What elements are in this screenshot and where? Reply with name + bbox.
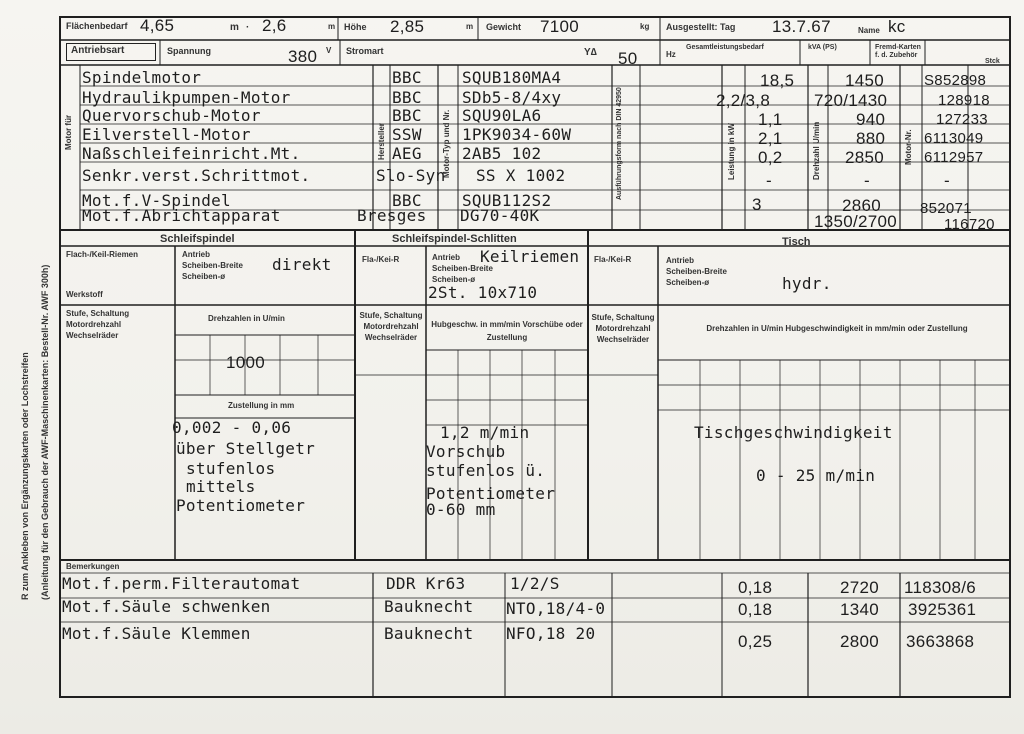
motor-type: SQUB180MA4 — [462, 68, 562, 87]
bem-type: NTO,18/4-0 — [506, 599, 606, 618]
leistung-label: Leistung in kW — [727, 123, 736, 180]
bem-rpm: 2720 — [840, 578, 880, 597]
tisch-drehzahl-label: Drehzahlen in U/min Hubgeschwindigkeit in mm/min oder Zustellung — [706, 324, 968, 333]
bem-rpm: 2800 — [840, 632, 880, 651]
name-label: Name — [858, 26, 880, 35]
schlitten-stufe-label: Stufe, Schaltung Motordrehzahl Wechselräder — [359, 311, 423, 342]
schlitten-hub-label: Hubgeschw. in mm/min Vorschübe oder Zustellung — [431, 320, 583, 342]
bem-name: Mot.f.Säule schwenken — [62, 597, 271, 616]
motor-maker: Slo-Syn — [376, 166, 446, 185]
hz-label: Hz — [666, 50, 676, 59]
hub-line: stufenlos ü. — [426, 461, 546, 480]
m-unit-2: m — [328, 22, 336, 31]
motor-maker: Bresges — [357, 206, 427, 225]
motor-nr: 128918 — [938, 92, 990, 109]
motor-type: SQUB112S2 — [462, 191, 552, 210]
gewicht-value: 7100 — [540, 17, 580, 36]
hoehe-value: 2,85 — [390, 17, 425, 36]
motor-power: 18,5 — [760, 71, 795, 90]
spindel-stufe-label: Stufe, Schaltung Motordrehzahl Wechselräder — [66, 309, 130, 340]
motor-name: Eilverstell-Motor — [82, 125, 251, 144]
section-schlitten: Schleifspindel-Schlitten — [392, 233, 517, 245]
bem-name: Mot.f.perm.Filterautomat — [62, 574, 301, 593]
spindel-zustellung-label: Zustellung in mm — [228, 401, 295, 410]
kva-label: kVA (PS) — [808, 44, 837, 51]
motor-type: 1PK9034-60W — [462, 125, 572, 144]
motor-power: 3 — [752, 195, 762, 214]
schlitten-breite-value: 2St. 10x710 — [428, 283, 538, 302]
gesamtleistung-label: Gesamtleistungsbedarf — [686, 44, 764, 51]
motor-nr: 116720 — [944, 216, 995, 233]
motor-name: Hydraulikpumpen-Motor — [82, 88, 291, 107]
flaeche-a: 4,65 — [140, 16, 175, 35]
stk-label: Stck — [985, 58, 1000, 65]
bem-type: NFO,18 20 — [506, 624, 596, 643]
motor-rpm: 2850 — [845, 148, 885, 167]
zustellung-line: über Stellgetr — [176, 439, 316, 458]
section-schleifspindel: Schleifspindel — [160, 233, 235, 245]
tisch-antrieb-label: Antrieb — [666, 256, 694, 265]
gewicht-label: Gewicht — [486, 22, 522, 32]
typ-label: Motor-Typ und Nr. — [442, 109, 451, 178]
zustellung-line: Potentiometer — [176, 496, 306, 515]
motor-type: DG70-40K — [460, 206, 540, 225]
motor-power: - — [766, 171, 772, 190]
motor-rpm: 1450 — [845, 71, 885, 90]
initials-value: kc — [888, 17, 906, 36]
schlitten-durchm-label: Scheiben-ø — [432, 275, 476, 284]
m-unit: m — [230, 22, 239, 33]
spindel-antrieb-label: Antrieb — [182, 250, 210, 259]
zustellung-line: stufenlos — [186, 459, 276, 478]
motor-name: Mot.f.Abrichtapparat — [82, 206, 281, 225]
side-text-1: R zum Ankleben von Ergänzungskarten oder Lochstreifen — [20, 352, 30, 600]
antriebsart-label: Antriebsart — [71, 45, 125, 56]
flaeche-b: 2,6 — [262, 16, 287, 35]
motor-nr: 127233 — [936, 111, 988, 128]
schlitten-riemen-label: Fla-/Kei-R — [362, 255, 400, 264]
motor-type: SS X 1002 — [476, 166, 566, 185]
motor-maker: BBC — [392, 68, 422, 87]
kg-unit: kg — [640, 22, 650, 31]
bem-type: 1/2/S — [510, 574, 560, 593]
motor-power: 1,1 — [758, 110, 783, 129]
bem-power: 0,18 — [738, 578, 773, 597]
ausgestellt-label: Ausgestellt: Tag — [666, 22, 736, 32]
bem-name: Mot.f.Säule Klemmen — [62, 624, 251, 643]
motor-maker: BBC — [392, 88, 422, 107]
spindel-drehzahlen-label: Drehzahlen in U/min — [208, 314, 285, 323]
section-tisch: Tisch — [782, 236, 811, 248]
motor-nr: - — [944, 171, 950, 190]
v-unit: V — [326, 46, 332, 55]
bem-nr: 118308/6 — [904, 578, 977, 597]
bem-maker: DDR Kr63 — [386, 574, 466, 593]
tisch-antrieb-value: hydr. — [782, 274, 832, 293]
bem-rpm: 1340 — [840, 600, 880, 619]
motor-name: Mot.f.V-Spindel — [82, 191, 231, 210]
schlitten-antrieb-label: Antrieb — [432, 253, 460, 262]
spindel-antrieb-value: direkt — [272, 255, 332, 274]
schlitten-antrieb-value: Keilriemen — [480, 247, 580, 266]
motor-power: 2,1 — [758, 129, 783, 148]
fremd-label: Fremd-Karten f. d. Zubehör — [875, 44, 921, 59]
flaechenbedarf-label: Flächenbedarf — [66, 21, 128, 31]
hub-line: Potentiometer — [426, 484, 556, 503]
schlitten-breite-label: Scheiben-Breite — [432, 264, 493, 273]
hersteller-label: Hersteller — [377, 123, 386, 160]
spindel-durchm-label: Scheiben-ø — [182, 272, 226, 281]
ausfuehrung-label: Ausführungsform nach DIN 42950 — [616, 87, 623, 200]
tisch-stufe-label: Stufe, Schaltung Motordrehzahl Wechselräder — [591, 313, 655, 344]
bem-nr: 3925361 — [908, 600, 977, 619]
motor-rpm: 940 — [856, 110, 886, 129]
motor-name: Quervorschub-Motor — [82, 106, 261, 125]
motor-type: SDb5-8/4xy — [462, 88, 562, 107]
spindel-drehzahl-value: 1000 — [226, 353, 266, 372]
spannung-label: Spannung — [167, 46, 211, 56]
motor-maker: BBC — [392, 106, 422, 125]
motor-nr-label: Motor-Nr. — [904, 129, 913, 165]
spindel-werkstoff-label: Werkstoff — [66, 290, 103, 299]
motor-power: 2,2/3,8 — [716, 91, 771, 110]
datum-value: 13.7.67 — [772, 17, 831, 36]
stromart-label: Stromart — [346, 46, 384, 56]
motor-type: 2AB5 102 — [462, 144, 542, 163]
tisch-line-1: Tischgeschwindigkeit — [694, 423, 893, 442]
bemerkungen-label: Bemerkungen — [66, 562, 120, 571]
zustellung-line: mittels — [186, 477, 256, 496]
motor-nr: 6112957 — [924, 149, 984, 166]
tisch-durchm-label: Scheiben-ø — [666, 278, 710, 287]
tisch-riemen-label: Fla-/Kei-R — [594, 255, 632, 264]
tisch-line-2: 0 - 25 m/min — [756, 466, 876, 485]
hub-line: 1,2 m/min — [440, 423, 530, 442]
bem-power: 0,25 — [738, 632, 773, 651]
motor-name: Naßschleifeinricht.Mt. — [82, 144, 301, 163]
spindel-breite-label: Scheiben-Breite — [182, 261, 243, 270]
motor-name: Spindelmotor — [82, 68, 202, 87]
bem-power: 0,18 — [738, 600, 773, 619]
tisch-breite-label: Scheiben-Breite — [666, 267, 727, 276]
motor-rpm: 2860 — [842, 196, 882, 215]
motor-rpm: 1350/2700 — [814, 212, 898, 231]
motor-power: 0,2 — [758, 148, 783, 167]
times-sign: · — [246, 22, 250, 33]
motor-fuer-label: Motor für — [64, 114, 73, 150]
hub-line: 0-60 mm — [426, 500, 496, 519]
motor-type: SQU90LA6 — [462, 106, 542, 125]
motor-name: Senkr.verst.Schrittmot. — [82, 166, 311, 185]
hub-line: Vorschub — [426, 442, 506, 461]
motor-maker: BBC — [392, 191, 422, 210]
m-unit-3: m — [466, 22, 474, 31]
stromart-symbol: Y∆ — [584, 47, 597, 58]
motor-nr: S852898 — [924, 72, 987, 89]
drehzahl-label: Drehzahl U/min — [812, 121, 821, 180]
motor-maker: AEG — [392, 144, 422, 163]
side-text-2: (Anleitung für den Gebrauch der AWF-Maschinenkarten: Bestell-Nr. AWF 300h) — [40, 264, 50, 600]
motor-rpm: - — [864, 171, 870, 190]
motor-maker: SSW — [392, 125, 422, 144]
bem-maker: Bauknecht — [384, 624, 474, 643]
zustellung-line: 0,002 - 0,06 — [172, 418, 292, 437]
motor-nr: 6113049 — [924, 130, 984, 147]
hz-value: 50 — [618, 49, 638, 68]
motor-rpm: 720/1430 — [814, 91, 888, 110]
motor-nr: 852071 — [920, 200, 972, 217]
bem-maker: Bauknecht — [384, 597, 474, 616]
hoehe-label: Höhe — [344, 22, 367, 32]
bem-nr: 3663868 — [906, 632, 975, 651]
spannung-value: 380 — [288, 47, 318, 66]
motor-rpm: 880 — [856, 129, 886, 148]
spindel-riemen-label: Flach-/Keil-Riemen — [66, 250, 139, 259]
